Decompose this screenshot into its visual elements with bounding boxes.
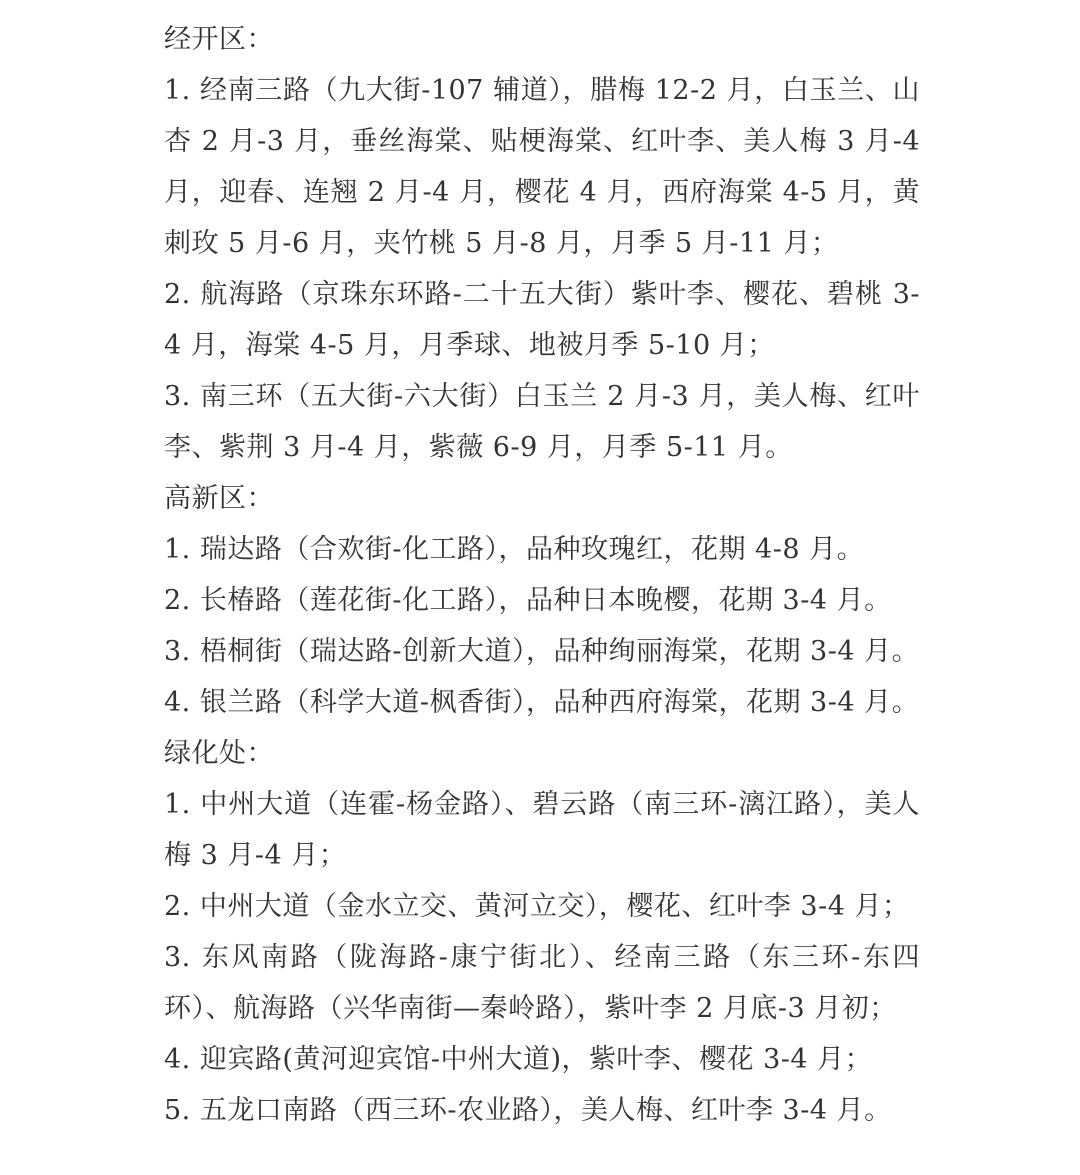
- section-heading: 高新区：: [164, 483, 274, 514]
- list-item: 5. 五龙口南路（西三环-农业路），美人梅、红叶李 3-4 月。: [164, 1095, 892, 1126]
- list-item: 2. 长椿路（莲花街-化工路），品种日本晚樱，花期 3-4 月。: [164, 585, 892, 616]
- list-item: 3. 东风南路（陇海路-康宁街北）、经南三路（东三环-东四环）、航海路（兴华南街—秦岭路），紫叶李 2 月底-3 月初；: [164, 942, 920, 1024]
- list-item: 3. 南三环（五大街-六大街）白玉兰 2 月-3 月，美人梅、红叶李、紫荆 3 月-4 月，紫薇 6-9 月，月季 5-11 月。: [164, 381, 920, 463]
- section-heading: 绿化处：: [164, 738, 274, 769]
- section-jingkai: [164, 14, 920, 473]
- list-item: 1. 中州大道（连霍-杨金路）、碧云路（南三环-漓江路），美人梅 3 月-4 月；: [164, 789, 920, 871]
- list-item: 3. 梧桐街（瑞达路-创新大道），品种绚丽海棠，花期 3-4 月。: [164, 636, 920, 667]
- list-item: 1. 经南三路（九大街-107 辅道），腊梅 12-2 月，白玉兰、山杏 2 月-3 月，垂丝海棠、贴梗海棠、红叶李、美人梅 3 月-4 月，迎春、连翘 2 月-4 月，樱花 4 月，西府海棠 4-5 月，黄刺玫 5 月-6 月，夹竹桃 5 月-8 月，月季 5 月-11 月；: [164, 75, 920, 259]
- list-item: 1. 瑞达路（合欢街-化工路），品种玫瑰红，花期 4-8 月。: [164, 534, 865, 565]
- list-item: 4. 迎宾路(黄河迎宾馆-中州大道)，紫叶李、樱花 3-4 月；: [164, 1044, 873, 1075]
- section-lvhua: [164, 728, 920, 1136]
- document-body: [164, 14, 920, 1136]
- list-item: 2. 中州大道（金水立交、黄河立交），樱花、红叶李 3-4 月；: [164, 891, 910, 922]
- section-gaoxin: [164, 473, 920, 728]
- section-heading: 经开区：: [164, 24, 274, 55]
- list-item: 4. 银兰路（科学大道-枫香街），品种西府海棠，花期 3-4 月。: [164, 687, 920, 718]
- list-item: 2. 航海路（京珠东环路-二十五大街）紫叶李、樱花、碧桃 3-4 月，海棠 4-5 月，月季球、地被月季 5-10 月；: [164, 279, 920, 361]
